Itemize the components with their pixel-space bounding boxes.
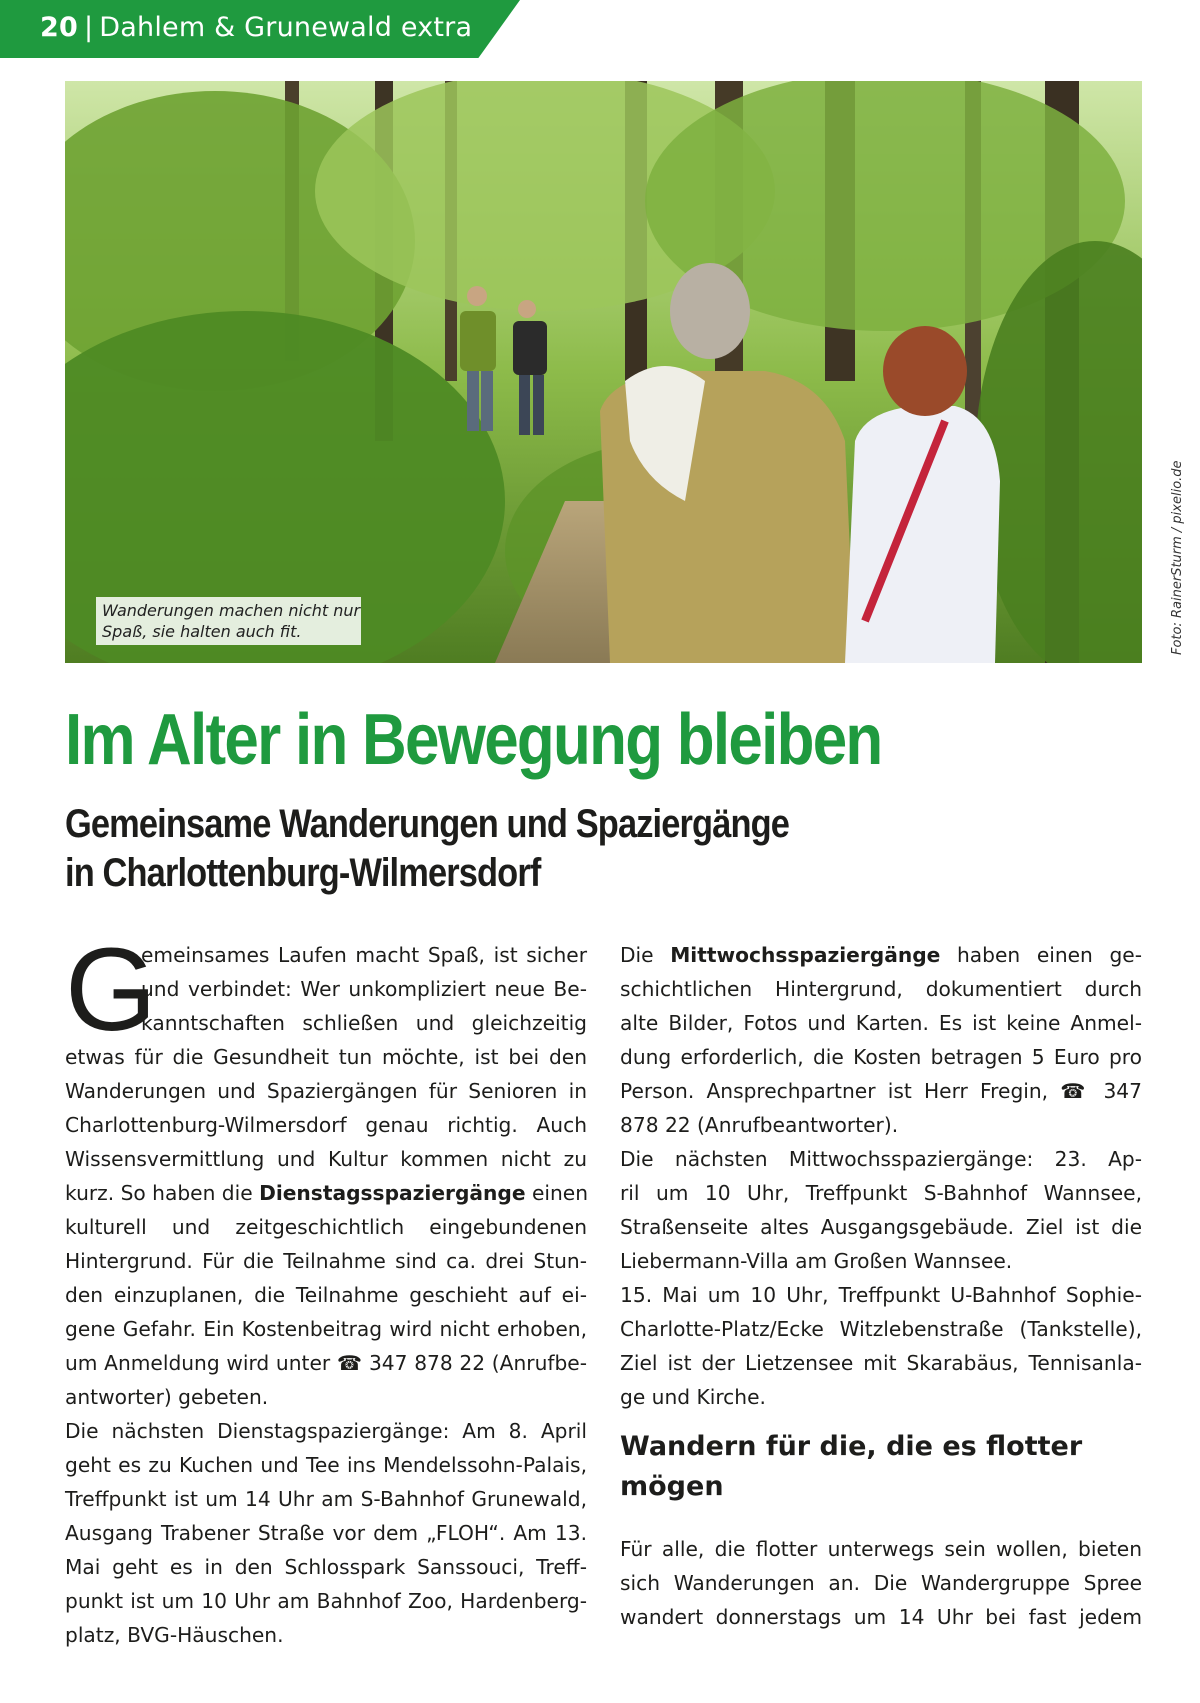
- page-number: 20: [40, 12, 78, 43]
- body-line: Wanderungen und Spaziergängen für Senioren in: [65, 1079, 587, 1103]
- section-header: [40, 12, 472, 43]
- body-line: Wissensvermittlung und Kultur kommen nicht zu: [65, 1147, 587, 1171]
- body-line: kulturell und zeitgeschichtlich eingebundenen: [65, 1215, 587, 1239]
- caption-line: Wanderungen machen nicht nur: [102, 601, 361, 620]
- body-line: Die nächsten Dienstagspaziergänge: Am 8. April: [65, 1419, 587, 1443]
- body-line: 15. Mai um 10 Uhr, Treffpunkt U-Bahnhof Sophie-: [620, 1283, 1142, 1307]
- body-line: geht es zu Kuchen und Tee ins Mendelssohn-Palais,: [65, 1453, 587, 1477]
- body-text: Die: [620, 943, 671, 967]
- body-line: Hintergrund. Für die Teilnahme sind ca. drei Stun-: [65, 1249, 587, 1273]
- body-line: um Anmeldung wird unter ☎ 347 878 22 (Anrufbe-: [65, 1351, 587, 1375]
- article-column-right-continued: [620, 1532, 1142, 1634]
- body-line: Treffpunkt ist um 14 Uhr am S-Bahnhof Grunewald,: [65, 1487, 587, 1511]
- body-line: etwas für die Gesundheit tun möchte, ist bei den: [65, 1045, 587, 1069]
- section-heading-line: Wandern für die, die es flotter: [620, 1431, 1083, 1462]
- body-line: schichtlichen Hintergrund, dokumentiert durch: [620, 977, 1142, 1001]
- body-line: Liebermann-Villa am Großen Wannsee.: [620, 1249, 1013, 1273]
- body-line: 878 22 (Anrufbeantworter).: [620, 1113, 899, 1137]
- article-column-left: [65, 924, 589, 1652]
- body-text: haben einen ge-: [940, 943, 1142, 967]
- article-photo: [65, 81, 1142, 663]
- photo-caption: [102, 600, 362, 642]
- body-line: Die nächsten Mittwochsspaziergänge: 23. Ap-: [620, 1147, 1142, 1171]
- body-line: antworter) gebeten.: [65, 1385, 269, 1409]
- article-column-right: [620, 938, 1142, 1414]
- body-line: Charlotte-Platz/Ecke Witzlebenstraße (Tankstelle),: [620, 1317, 1142, 1341]
- body-line: ge und Kirche.: [620, 1385, 766, 1409]
- body-line: sich Wanderungen an. Die Wandergruppe Spree: [620, 1571, 1142, 1595]
- subhead-line: Gemeinsame Wanderungen und Spaziergänge: [65, 802, 790, 846]
- body-line: dung erforderlich, die Kosten betragen 5 Euro pro: [620, 1045, 1142, 1069]
- body-line: alte Bilder, Fotos und Karten. Es ist keine Anmel-: [620, 1011, 1142, 1035]
- body-line: Ziel ist der Lietzensee mit Skarabäus, Tennisanla-: [620, 1351, 1142, 1375]
- drop-cap: G: [65, 924, 157, 1056]
- body-text: einen: [525, 1181, 589, 1205]
- forest-walk-image: [65, 81, 1142, 663]
- body-line: emeinsames Laufen macht Spaß, ist sicher: [141, 943, 587, 967]
- body-line: Straßenseite altes Ausgangsgebäude. Ziel ist die: [620, 1215, 1142, 1239]
- body-line: Person. Ansprechpartner ist Herr Fregin, ☎ 347: [620, 1079, 1142, 1103]
- body-line: Charlottenburg-Wilmersdorf genau richtig. Auch: [65, 1113, 587, 1137]
- body-line: Mai geht es in den Schlosspark Sanssouci, Treff-: [65, 1555, 587, 1579]
- highlight-mittwochsspaziergaenge: Mittwochsspaziergänge: [670, 943, 941, 967]
- body-line: ril um 10 Uhr, Treffpunkt S-Bahnhof Wannsee,: [620, 1181, 1142, 1205]
- body-line: den einzuplanen, die Teilnahme geschieht auf ei-: [65, 1283, 587, 1307]
- body-text: kurz. So haben die: [65, 1181, 260, 1205]
- section-name: Dahlem & Grunewald extra: [99, 12, 473, 43]
- photo-credit: Foto: RainerSturm / pixelio.de: [1170, 460, 1185, 655]
- subhead-line: in Charlottenburg-Wilmersdorf: [65, 851, 541, 895]
- section-heading: [620, 1427, 1142, 1507]
- caption-line: Spaß, sie halten auch fit.: [102, 622, 302, 641]
- section-heading-line: mögen: [620, 1471, 724, 1502]
- header-separator: |: [83, 12, 94, 43]
- article-subhead: [65, 800, 925, 898]
- body-line: punkt ist um 10 Uhr am Bahnhof Zoo, Hardenberg-: [65, 1589, 587, 1613]
- body-line: [620, 938, 1142, 972]
- highlight-dienstagsspaziergaenge: Dienstagsspaziergänge: [259, 1181, 526, 1205]
- body-line: [65, 1176, 587, 1210]
- body-line: Ausgang Trabener Straße vor dem „FLOH“. Am 13.: [65, 1521, 587, 1545]
- body-line: platz, BVG-Häuschen.: [65, 1623, 284, 1647]
- body-line: und verbindet: Wer unkompliziert neue Be-: [141, 977, 587, 1001]
- body-line: gene Gefahr. Ein Kostenbeitrag wird nicht erhoben,: [65, 1317, 587, 1341]
- body-line: Für alle, die flotter unterwegs sein wollen, bieten: [620, 1537, 1142, 1561]
- article-headline: Im Alter in Bewegung bleiben: [65, 700, 882, 780]
- body-line: wandert donnerstags um 14 Uhr bei fast jedem: [620, 1605, 1142, 1629]
- body-line: kanntschaften schließen und gleichzeitig: [141, 1011, 587, 1035]
